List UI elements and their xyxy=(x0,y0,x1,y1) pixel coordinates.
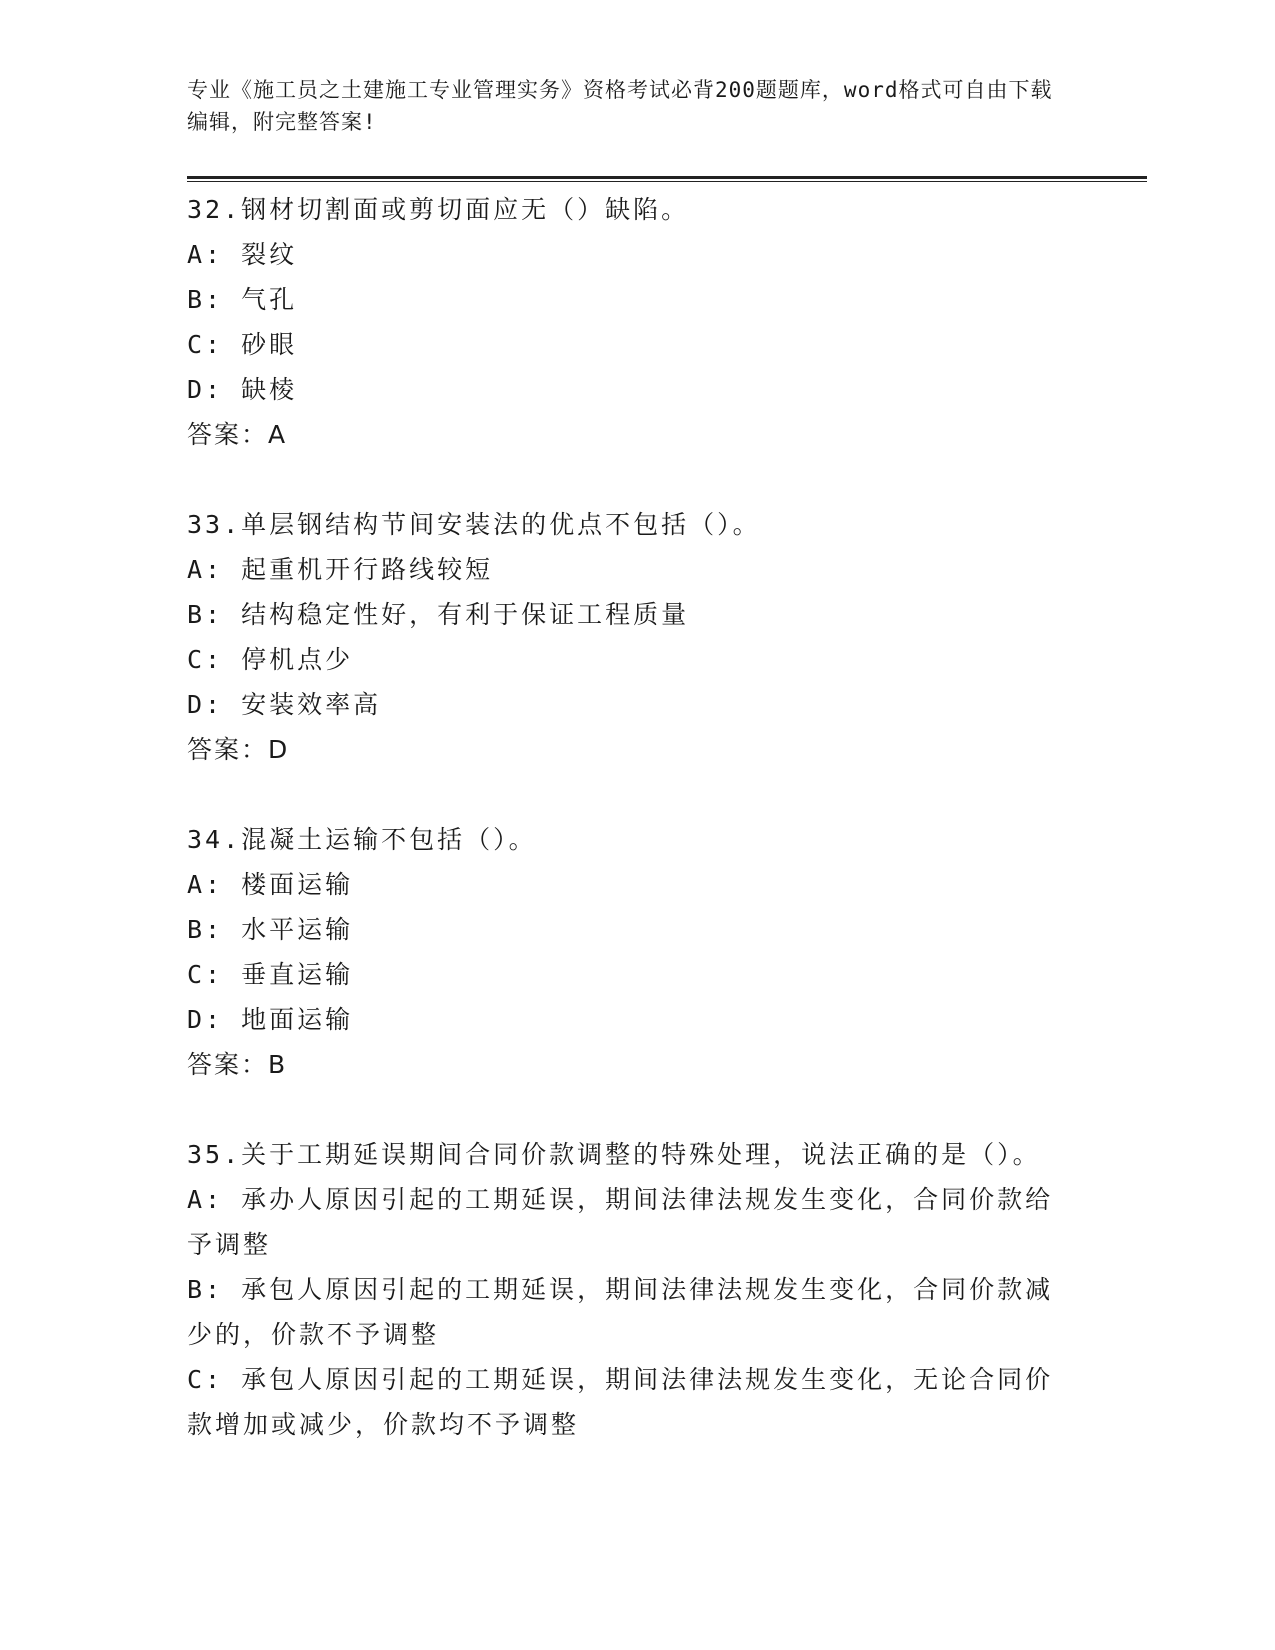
option-b: B: 结构稳定性好，有利于保证工程质量 xyxy=(187,600,690,629)
option-b: B: 水平运输 xyxy=(187,915,354,944)
option-b: B: 承包人原因引起的工期延误，期间法律法规发生变化，合同价款减少的，价款不予调整 xyxy=(187,1275,1054,1349)
header-rule-thin xyxy=(187,181,1147,182)
option-d: D: 安装效率高 xyxy=(187,690,382,719)
option-c: C: 停机点少 xyxy=(187,645,354,674)
option-c: C: 承包人原因引起的工期延误，期间法律法规发生变化，无论合同价款增加或减少，价款均不予调整 xyxy=(187,1365,1054,1439)
option-b: B: 气孔 xyxy=(187,285,298,314)
option-d: D: 地面运输 xyxy=(187,1005,354,1034)
question-stem: 32.钢材切割面或剪切面应无（）缺陷。 xyxy=(187,195,690,224)
option-a: A: 承办人原因引起的工期延误，期间法律法规发生变化，合同价款给予调整 xyxy=(187,1185,1054,1259)
question-stem: 35.关于工期延误期间合同价款调整的特殊处理，说法正确的是（）。 xyxy=(187,1140,1041,1169)
question-list xyxy=(187,187,1067,1492)
option-c: C: 砂眼 xyxy=(187,330,298,359)
document-header: 专业《施工员之土建施工专业管理实务》资格考试必背200题题库，word格式可自由下载编辑，附完整答案! xyxy=(187,78,1053,134)
option-a: A: 起重机开行路线较短 xyxy=(187,555,494,584)
option-a: A: 楼面运输 xyxy=(187,870,354,899)
option-a: A: 裂纹 xyxy=(187,240,298,269)
header-rule-thick xyxy=(187,176,1147,179)
option-c: C: 垂直运输 xyxy=(187,960,354,989)
question-32 xyxy=(187,187,1067,457)
answer: 答案：A xyxy=(187,420,288,449)
answer: 答案：B xyxy=(187,1050,288,1079)
question-34 xyxy=(187,817,1067,1087)
answer: 答案：D xyxy=(187,735,290,764)
question-33 xyxy=(187,502,1067,772)
question-stem: 33.单层钢结构节间安装法的优点不包括（）。 xyxy=(187,510,761,539)
question-stem: 34.混凝土运输不包括（）。 xyxy=(187,825,537,854)
option-d: D: 缺棱 xyxy=(187,375,298,404)
question-35 xyxy=(187,1132,1067,1447)
